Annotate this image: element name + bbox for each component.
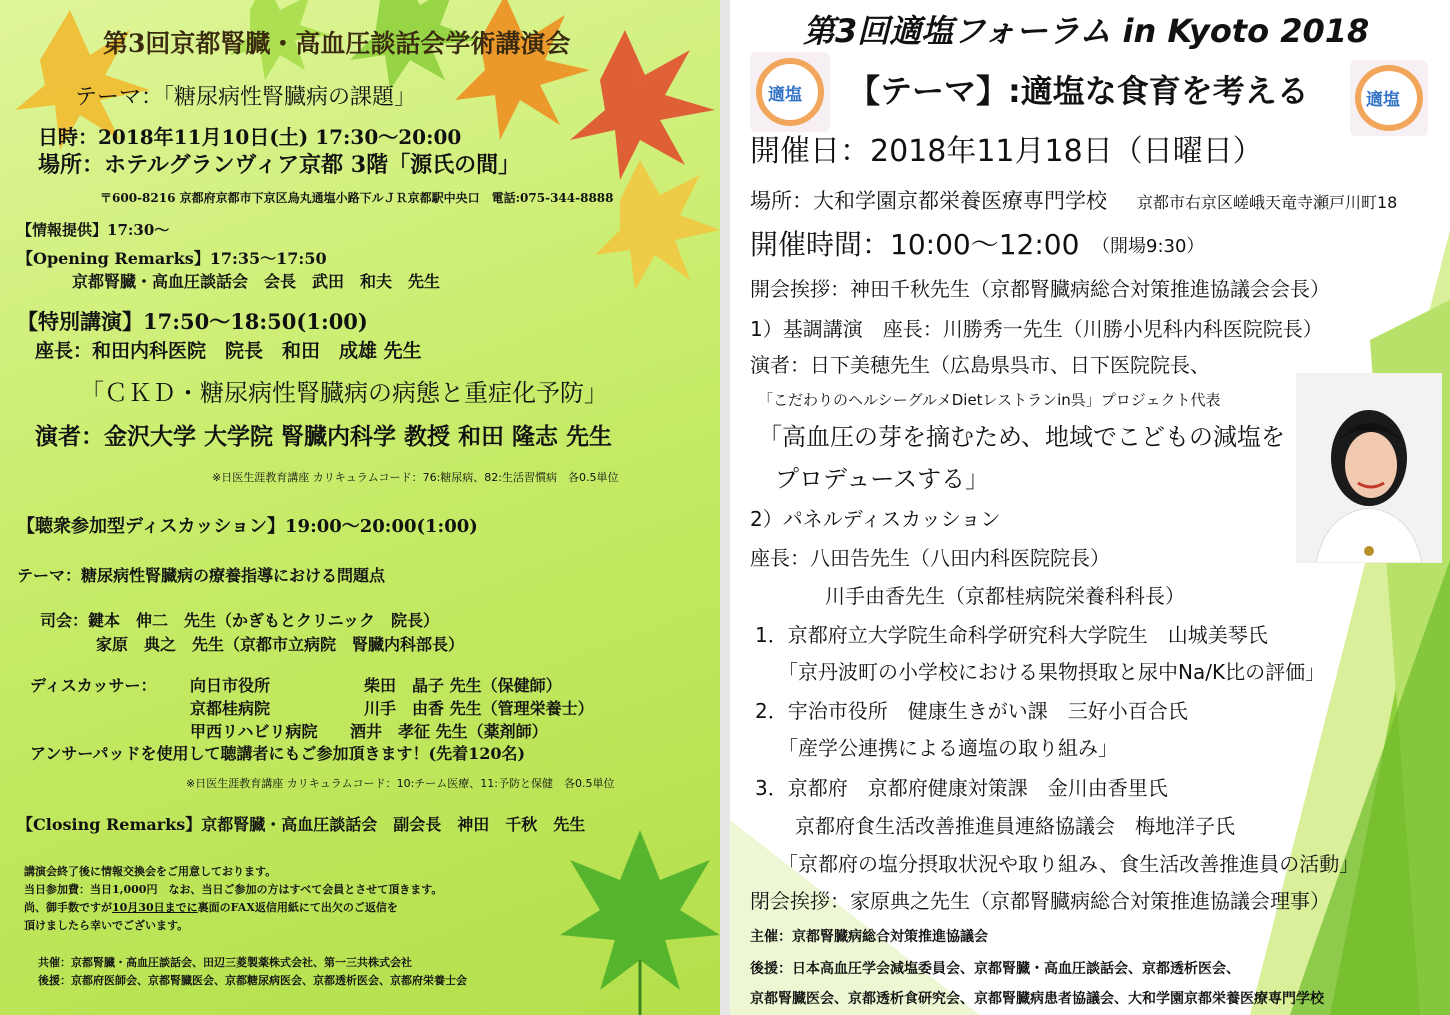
- left-notice3-deadline: 10月30日までに: [112, 901, 198, 914]
- left-discusser1-name: 柴田 晶子 先生（保健師）: [364, 676, 562, 695]
- left-title: 第3回京都腎臓・高血圧談話会学術講演会: [103, 29, 571, 58]
- right-venue-address: 京都市右京区嵯峨天竜寺瀬戸川町18: [1137, 193, 1398, 212]
- poster-divider: [720, 0, 730, 1015]
- left-opening-speaker: 京都腎臓・高血圧談話会 会長 武田 和夫 先生: [72, 272, 441, 291]
- left-discusser-label: ディスカッサー：: [30, 676, 157, 695]
- right-time: 開催時間：10:00〜12:00: [750, 228, 1080, 261]
- right-panelist2-topic: 「産学公連携による適塩の取り組み」: [778, 736, 1118, 760]
- right-chair2: 川手由香先生（京都桂病院栄養科科長）: [825, 584, 1185, 608]
- left-answerpad: アンサーパッドを使用して聴講者にもご参加頂きます！(先着120名): [30, 744, 526, 763]
- right-lecture-line1: 「高血圧の芽を摘むため、地域でこどもの減塩を: [758, 423, 1286, 451]
- right-title: 第3回適塩フォーラム in Kyoto 2018: [803, 12, 1370, 50]
- right-panelist3-topic: 「京都府の塩分摂取状況や取り組み、食生活改善推進員の活動」: [778, 852, 1360, 876]
- right-lecture-line2: プロデュースする」: [775, 465, 990, 493]
- left-poster: [0, 0, 720, 1015]
- right-speaker: 演者：日下美穂先生（広島県呉市、日下医院院長、: [750, 353, 1210, 377]
- teki-shio-logo-left: [750, 52, 830, 132]
- speaker-portrait-image: [1296, 373, 1442, 563]
- left-theme: テーマ：「糖尿病性腎臓病の課題」: [75, 85, 417, 110]
- right-panelist3: 3．京都府 京都府健康対策課 金川由香里氏: [755, 776, 1168, 800]
- left-discusser3-org: 甲西リハビリ病院: [190, 722, 318, 741]
- left-discussion-theme: テーマ：糖尿病性腎臓病の療養指導における問題点: [17, 566, 386, 585]
- right-venue: 場所：大和学園京都栄養医療専門学校: [750, 189, 1107, 213]
- left-special-title: 「ＣＫＤ・糖尿病性腎臓病の病態と重症化予防」: [80, 379, 608, 407]
- left-opening: 【Opening Remarks】17:35〜17:50: [17, 249, 327, 268]
- right-chair1: 座長：八田告先生（八田内科医院院長）: [750, 546, 1110, 570]
- left-support: 後援：京都府医師会、京都腎臓医会、京都糖尿病医会、京都透析医会、京都府栄養士会: [38, 974, 467, 987]
- right-panelist2: 2．宇治市役所 健康生きがい課 三好小百合氏: [755, 699, 1188, 723]
- right-support-line1: 後援：日本高血圧学会減塩委員会、京都腎臓・高血圧談話会、京都透析医会、: [750, 961, 1240, 977]
- left-mc1: 司会：鍵本 伸二 先生（かぎもとクリニック 院長）: [40, 611, 440, 630]
- speaker-photo: [1296, 373, 1442, 563]
- left-discussion: 【聴衆参加型ディスカッション】19:00〜20:00(1:00): [17, 516, 478, 537]
- left-special-note: ※日医生涯教育講座 カリキュラムコード：76:糖尿病、82:生活習慣病 各0.5単位: [212, 471, 619, 484]
- left-address: 〒600-8216 京都府京都市下京区烏丸通塩小路下ルＪＲ京都駅中央口 電話:075-344-8888: [100, 191, 614, 205]
- left-discussion-note: ※日医生涯教育講座 カリキュラムコード：10:チーム医療、11:予防と保健 各0.5単位: [186, 777, 615, 790]
- teki-shio-logo-right: [1350, 60, 1428, 136]
- left-discusser1-org: 向日市役所: [190, 676, 271, 695]
- teki-shio-logo-left-text: 適塩: [768, 85, 802, 105]
- right-host: 主催：京都腎臓病総合対策推進協議会: [750, 929, 988, 945]
- left-venue: 場所：ホテルグランヴィア京都 3階「源氏の間」: [38, 152, 521, 178]
- right-panelist3b: 京都府食生活改善推進員連絡協議会 梅地洋子氏: [795, 814, 1235, 838]
- left-discusser2-name: 川手 由香 先生（管理栄養士）: [364, 699, 594, 718]
- left-notice3-part3: 裏面のFAX返信用紙にて出欠のご返信を: [197, 901, 398, 914]
- right-project: 「こだわりのヘルシーグルメDietレストランin呉」プロジェクト代表: [758, 391, 1221, 409]
- right-panel: 2）パネルディスカッション: [750, 507, 1001, 531]
- left-notice3-part1: 尚、御手数ですが: [24, 901, 112, 914]
- right-time-open: （開場9:30）: [1092, 236, 1205, 257]
- teki-shio-logo-right-text: 適塩: [1366, 90, 1400, 110]
- left-notice4: 頂けましたら幸いでございます。: [24, 919, 189, 932]
- left-notice3: [24, 902, 398, 914]
- left-cohost: 共催：京都腎臓・高血圧談話会、田辺三菱製薬株式会社、第一三共株式会社: [38, 956, 412, 969]
- left-special-speaker: 演者：金沢大学 大学院 腎臓内科学 教授 和田 隆志 先生: [35, 423, 613, 450]
- left-closing: 【Closing Remarks】京都腎臓・高血圧談話会 副会長 神田 千秋 先生: [17, 815, 586, 834]
- right-support-line2: 京都腎臓医会、京都透析食研究会、京都腎臓病患者協議会、大和学園京都栄養医療専門学校: [750, 991, 1324, 1007]
- left-special: 【特別講演】17:50〜18:50(1:00): [17, 309, 368, 334]
- right-theme: 【テーマ】:適塩な食育を考える: [848, 72, 1309, 110]
- maple-leaf-bottom-decoration: [560, 820, 720, 1015]
- left-notice1: 講演会終了後に情報交換会をご用意しております。: [24, 865, 277, 878]
- right-opening: 開会挨拶：神田千秋先生（京都腎臓病総合対策推進協議会会長）: [750, 277, 1330, 301]
- left-mc2: 家原 典之 先生（京都市立病院 腎臓内科部長）: [96, 635, 465, 654]
- left-info: 【情報提供】17:30〜: [17, 221, 170, 239]
- right-closing: 閉会挨拶：家原典之先生（京都腎臓病総合対策推進協議会理事）: [750, 889, 1330, 913]
- left-notice2: 当日参加費：当日1,000円 なお、当日ご参加の方はすべて会員とさせて頂きます。: [24, 883, 443, 896]
- right-panelist1-topic: 「京丹波町の小学校における果物摂取と尿中Na/K比の評価」: [778, 660, 1326, 684]
- left-special-chair: 座長：和田内科医院 院長 和田 成雄 先生: [35, 340, 422, 362]
- right-keynote: 1）基調講演 座長：川勝秀一先生（川勝小児科内科医院院長）: [750, 317, 1323, 341]
- right-date: 開催日：2018年11月18日（日曜日）: [750, 134, 1263, 169]
- left-datetime: 日時：2018年11月10日(土) 17:30〜20:00: [38, 125, 462, 149]
- left-discusser2-org: 京都桂病院: [190, 699, 271, 718]
- right-panelist1: 1．京都府立大学院生命科学研究科大学院生 山城美琴氏: [755, 623, 1268, 647]
- left-discusser3-name: 酒井 孝征 先生（薬剤師）: [350, 722, 548, 741]
